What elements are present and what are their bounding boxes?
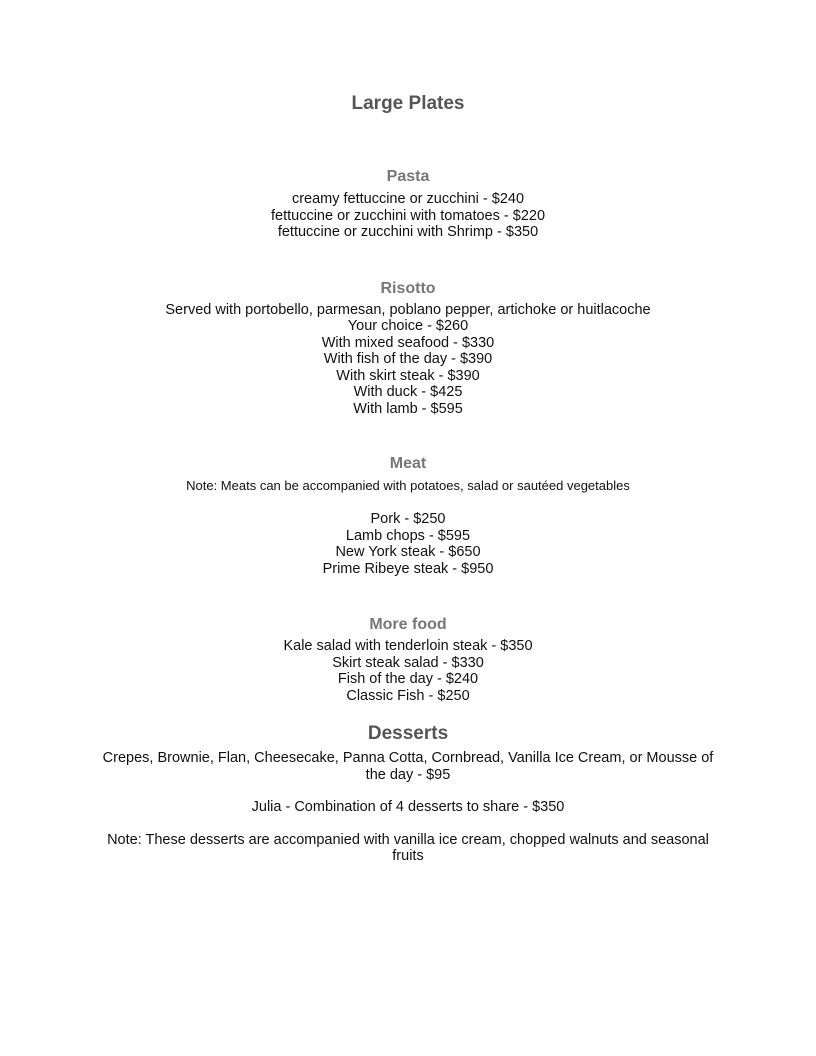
risotto-item: Your choice - $260	[347, 318, 469, 334]
more-food-item: Kale salad with tenderloin steak - $350	[283, 638, 533, 654]
meat-section	[0, 453, 816, 577]
risotto-item: With fish of the day - $390	[323, 351, 493, 367]
more-food-heading: More food	[369, 616, 447, 633]
meat-item: Pork - $250	[370, 511, 446, 527]
risotto-heading: Risotto	[380, 279, 436, 297]
desserts-list: Crepes, Brownie, Flan, Cheesecake, Panna Cotta, Cornbread, Vanilla Ice Cream, or Mousse of the day - $95	[102, 750, 714, 783]
page-title: Large Plates	[351, 93, 465, 114]
risotto-item: With mixed seafood - $330	[321, 334, 495, 351]
risotto-item: With lamb - $595	[353, 400, 463, 417]
risotto-description: Served with portobello, parmesan, poblano pepper, artichoke or huitlacoche	[165, 301, 651, 318]
pasta-heading: Pasta	[386, 168, 430, 185]
risotto-item: With duck - $425	[353, 384, 463, 400]
desserts-section	[0, 722, 816, 865]
meat-heading: Meat	[389, 455, 427, 472]
more-food-item: Classic Fish - $250	[346, 687, 470, 704]
risotto-section	[0, 278, 816, 418]
meat-item: Lamb chops - $595	[345, 527, 471, 544]
risotto-item: With skirt steak - $390	[336, 367, 480, 384]
meat-item: New York steak - $650	[335, 544, 481, 560]
more-food-item: Fish of the day - $240	[337, 671, 479, 687]
meat-item: Prime Ribeye steak - $950	[322, 560, 494, 577]
pasta-item: fettuccine or zucchini with tomatoes - $220	[270, 207, 546, 224]
more-food-section	[0, 614, 816, 704]
desserts-combo: Julia - Combination of 4 desserts to share - $350	[251, 799, 565, 815]
desserts-note: Note: These desserts are accompanied with vanilla ice cream, chopped walnuts and seasonal fruits	[107, 831, 709, 864]
meat-note: Note: Meats can be accompanied with potatoes, salad or sautéed vegetables	[186, 478, 630, 493]
pasta-section	[0, 166, 816, 241]
desserts-heading: Desserts	[367, 723, 449, 744]
more-food-item: Skirt steak salad - $330	[332, 654, 484, 671]
pasta-item: creamy fettuccine or zucchini - $240	[291, 191, 525, 207]
pasta-item: fettuccine or zucchini with Shrimp - $350	[277, 224, 539, 240]
